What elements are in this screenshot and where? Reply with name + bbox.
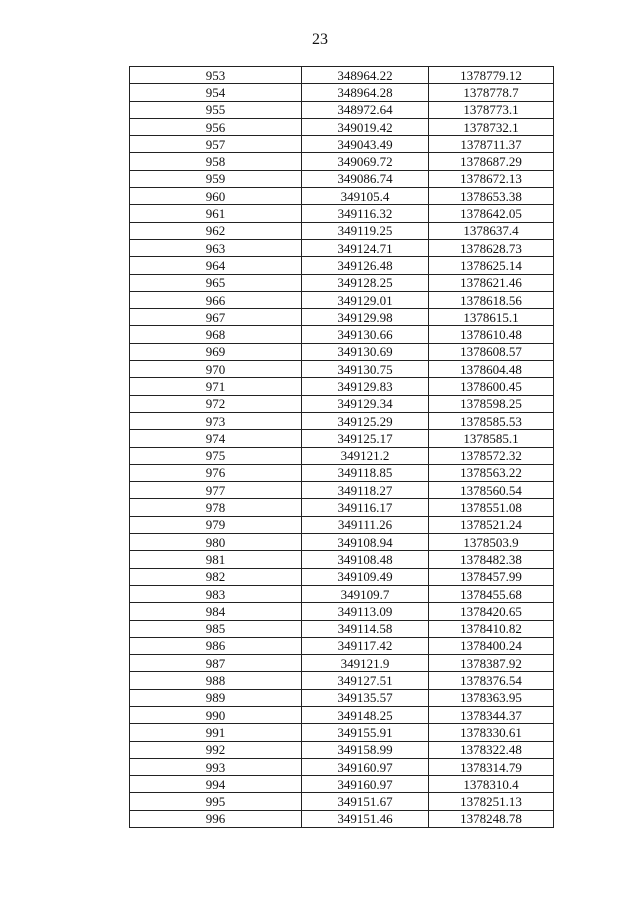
- y-coordinate-cell: 1378563.22: [429, 464, 554, 481]
- table-row: [130, 101, 554, 118]
- y-coordinate-cell: 1378653.38: [429, 188, 554, 205]
- point-number-cell: 981: [130, 551, 302, 568]
- y-coordinate-cell: 1378560.54: [429, 482, 554, 499]
- table-row: [130, 291, 554, 308]
- point-number-cell: 954: [130, 84, 302, 101]
- point-number-cell: 976: [130, 464, 302, 481]
- y-coordinate-cell: 1378642.05: [429, 205, 554, 222]
- y-coordinate-cell: 1378598.25: [429, 395, 554, 412]
- y-coordinate-cell: 1378387.92: [429, 655, 554, 672]
- table-row: [130, 188, 554, 205]
- table-row: [130, 257, 554, 274]
- point-number-cell: 967: [130, 309, 302, 326]
- table-row: [130, 118, 554, 135]
- table-row: [130, 620, 554, 637]
- point-number-cell: 968: [130, 326, 302, 343]
- x-coordinate-cell: 349108.48: [302, 551, 429, 568]
- y-coordinate-cell: 1378773.1: [429, 101, 554, 118]
- x-coordinate-cell: 349151.46: [302, 810, 429, 827]
- table-row: [130, 430, 554, 447]
- y-coordinate-cell: 1378610.48: [429, 326, 554, 343]
- y-coordinate-cell: 1378672.13: [429, 170, 554, 187]
- x-coordinate-cell: 349125.17: [302, 430, 429, 447]
- table-row: [130, 603, 554, 620]
- table-row: [130, 222, 554, 239]
- x-coordinate-cell: 349127.51: [302, 672, 429, 689]
- table-row: [130, 326, 554, 343]
- x-coordinate-cell: 349118.85: [302, 464, 429, 481]
- y-coordinate-cell: 1378330.61: [429, 724, 554, 741]
- point-number-cell: 961: [130, 205, 302, 222]
- point-number-cell: 964: [130, 257, 302, 274]
- point-number-cell: 990: [130, 706, 302, 723]
- table-row: [130, 516, 554, 533]
- y-coordinate-cell: 1378600.45: [429, 378, 554, 395]
- point-number-cell: 963: [130, 239, 302, 256]
- point-number-cell: 984: [130, 603, 302, 620]
- point-number-cell: 966: [130, 291, 302, 308]
- y-coordinate-cell: 1378711.37: [429, 136, 554, 153]
- y-coordinate-cell: 1378604.48: [429, 361, 554, 378]
- y-coordinate-cell: 1378376.54: [429, 672, 554, 689]
- point-number-cell: 989: [130, 689, 302, 706]
- x-coordinate-cell: 349129.01: [302, 291, 429, 308]
- y-coordinate-cell: 1378687.29: [429, 153, 554, 170]
- table-row: [130, 361, 554, 378]
- table-row: [130, 447, 554, 464]
- x-coordinate-cell: 349105.4: [302, 188, 429, 205]
- y-coordinate-cell: 1378400.24: [429, 637, 554, 654]
- y-coordinate-cell: 1378363.95: [429, 689, 554, 706]
- y-coordinate-cell: 1378248.78: [429, 810, 554, 827]
- x-coordinate-cell: 349160.97: [302, 758, 429, 775]
- point-number-cell: 956: [130, 118, 302, 135]
- point-number-cell: 960: [130, 188, 302, 205]
- x-coordinate-cell: 349116.17: [302, 499, 429, 516]
- x-coordinate-cell: 349124.71: [302, 239, 429, 256]
- point-number-cell: 955: [130, 101, 302, 118]
- y-coordinate-cell: 1378455.68: [429, 585, 554, 602]
- y-coordinate-cell: 1378585.1: [429, 430, 554, 447]
- point-number-cell: 975: [130, 447, 302, 464]
- y-coordinate-cell: 1378310.4: [429, 776, 554, 793]
- table-row: [130, 67, 554, 84]
- point-number-cell: 979: [130, 516, 302, 533]
- y-coordinate-cell: 1378621.46: [429, 274, 554, 291]
- point-number-cell: 977: [130, 482, 302, 499]
- point-number-cell: 980: [130, 534, 302, 551]
- table-row: [130, 534, 554, 551]
- y-coordinate-cell: 1378482.38: [429, 551, 554, 568]
- x-coordinate-cell: 349126.48: [302, 257, 429, 274]
- y-coordinate-cell: 1378572.32: [429, 447, 554, 464]
- point-number-cell: 959: [130, 170, 302, 187]
- x-coordinate-cell: 349043.49: [302, 136, 429, 153]
- y-coordinate-cell: 1378410.82: [429, 620, 554, 637]
- table-row: [130, 170, 554, 187]
- x-coordinate-cell: 348972.64: [302, 101, 429, 118]
- y-coordinate-cell: 1378420.65: [429, 603, 554, 620]
- table-row: [130, 239, 554, 256]
- point-number-cell: 985: [130, 620, 302, 637]
- point-number-cell: 993: [130, 758, 302, 775]
- table-row: [130, 274, 554, 291]
- table-row: [130, 84, 554, 101]
- x-coordinate-cell: 349130.66: [302, 326, 429, 343]
- point-number-cell: 970: [130, 361, 302, 378]
- point-number-cell: 995: [130, 793, 302, 810]
- y-coordinate-cell: 1378551.08: [429, 499, 554, 516]
- x-coordinate-cell: 349119.25: [302, 222, 429, 239]
- point-number-cell: 973: [130, 412, 302, 429]
- x-coordinate-cell: 349151.67: [302, 793, 429, 810]
- coordinates-table-body: [130, 67, 554, 828]
- x-coordinate-cell: 349117.42: [302, 637, 429, 654]
- x-coordinate-cell: 349113.09: [302, 603, 429, 620]
- y-coordinate-cell: 1378625.14: [429, 257, 554, 274]
- x-coordinate-cell: 349130.69: [302, 343, 429, 360]
- table-row: [130, 136, 554, 153]
- point-number-cell: 982: [130, 568, 302, 585]
- point-number-cell: 972: [130, 395, 302, 412]
- point-number-cell: 953: [130, 67, 302, 84]
- x-coordinate-cell: 349111.26: [302, 516, 429, 533]
- table-row: [130, 378, 554, 395]
- table-row: [130, 776, 554, 793]
- table-row: [130, 758, 554, 775]
- point-number-cell: 958: [130, 153, 302, 170]
- table-row: [130, 464, 554, 481]
- x-coordinate-cell: 349019.42: [302, 118, 429, 135]
- point-number-cell: 969: [130, 343, 302, 360]
- point-number-cell: 986: [130, 637, 302, 654]
- x-coordinate-cell: 349128.25: [302, 274, 429, 291]
- point-number-cell: 996: [130, 810, 302, 827]
- x-coordinate-cell: 349135.57: [302, 689, 429, 706]
- point-number-cell: 971: [130, 378, 302, 395]
- y-coordinate-cell: 1378732.1: [429, 118, 554, 135]
- x-coordinate-cell: 349108.94: [302, 534, 429, 551]
- table-row: [130, 412, 554, 429]
- x-coordinate-cell: 349125.29: [302, 412, 429, 429]
- point-number-cell: 991: [130, 724, 302, 741]
- coordinates-table: [129, 66, 554, 828]
- x-coordinate-cell: 349116.32: [302, 205, 429, 222]
- x-coordinate-cell: 349121.2: [302, 447, 429, 464]
- y-coordinate-cell: 1378608.57: [429, 343, 554, 360]
- table-row: [130, 741, 554, 758]
- table-row: [130, 568, 554, 585]
- x-coordinate-cell: 349118.27: [302, 482, 429, 499]
- x-coordinate-cell: 348964.28: [302, 84, 429, 101]
- y-coordinate-cell: 1378457.99: [429, 568, 554, 585]
- table-row: [130, 585, 554, 602]
- point-number-cell: 962: [130, 222, 302, 239]
- table-row: [130, 153, 554, 170]
- point-number-cell: 965: [130, 274, 302, 291]
- table-row: [130, 551, 554, 568]
- x-coordinate-cell: 349114.58: [302, 620, 429, 637]
- page-number: 23: [312, 31, 328, 48]
- table-row: [130, 309, 554, 326]
- point-number-cell: 974: [130, 430, 302, 447]
- table-row: [130, 810, 554, 827]
- table-row: [130, 395, 554, 412]
- y-coordinate-cell: 1378521.24: [429, 516, 554, 533]
- table-row: [130, 655, 554, 672]
- point-number-cell: 992: [130, 741, 302, 758]
- y-coordinate-cell: 1378251.13: [429, 793, 554, 810]
- table-row: [130, 706, 554, 723]
- x-coordinate-cell: 349130.75: [302, 361, 429, 378]
- table-row: [130, 499, 554, 516]
- x-coordinate-cell: 349109.7: [302, 585, 429, 602]
- point-number-cell: 988: [130, 672, 302, 689]
- table-row: [130, 205, 554, 222]
- y-coordinate-cell: 1378344.37: [429, 706, 554, 723]
- x-coordinate-cell: 349148.25: [302, 706, 429, 723]
- table-row: [130, 637, 554, 654]
- x-coordinate-cell: 348964.22: [302, 67, 429, 84]
- table-row: [130, 343, 554, 360]
- table-row: [130, 672, 554, 689]
- table-row: [130, 724, 554, 741]
- x-coordinate-cell: 349160.97: [302, 776, 429, 793]
- table-row: [130, 793, 554, 810]
- y-coordinate-cell: 1378618.56: [429, 291, 554, 308]
- table-row: [130, 689, 554, 706]
- y-coordinate-cell: 1378585.53: [429, 412, 554, 429]
- y-coordinate-cell: 1378503.9: [429, 534, 554, 551]
- x-coordinate-cell: 349109.49: [302, 568, 429, 585]
- x-coordinate-cell: 349155.91: [302, 724, 429, 741]
- y-coordinate-cell: 1378314.79: [429, 758, 554, 775]
- x-coordinate-cell: 349129.34: [302, 395, 429, 412]
- point-number-cell: 957: [130, 136, 302, 153]
- x-coordinate-cell: 349121.9: [302, 655, 429, 672]
- point-number-cell: 987: [130, 655, 302, 672]
- table-row: [130, 482, 554, 499]
- point-number-cell: 983: [130, 585, 302, 602]
- x-coordinate-cell: 349158.99: [302, 741, 429, 758]
- x-coordinate-cell: 349086.74: [302, 170, 429, 187]
- y-coordinate-cell: 1378615.1: [429, 309, 554, 326]
- point-number-cell: 994: [130, 776, 302, 793]
- y-coordinate-cell: 1378637.4: [429, 222, 554, 239]
- y-coordinate-cell: 1378779.12: [429, 67, 554, 84]
- y-coordinate-cell: 1378778.7: [429, 84, 554, 101]
- x-coordinate-cell: 349069.72: [302, 153, 429, 170]
- y-coordinate-cell: 1378322.48: [429, 741, 554, 758]
- y-coordinate-cell: 1378628.73: [429, 239, 554, 256]
- x-coordinate-cell: 349129.98: [302, 309, 429, 326]
- x-coordinate-cell: 349129.83: [302, 378, 429, 395]
- point-number-cell: 978: [130, 499, 302, 516]
